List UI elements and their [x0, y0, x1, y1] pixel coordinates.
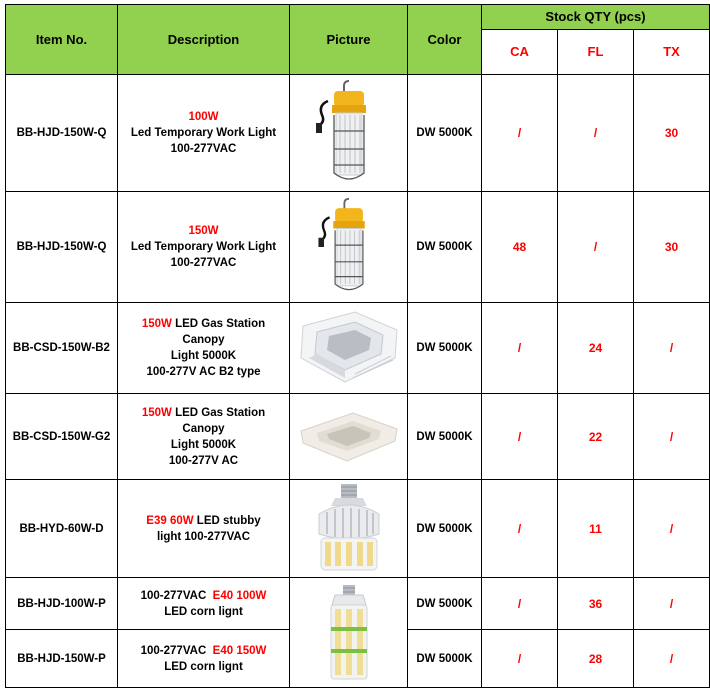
stubby-light-icon [309, 482, 389, 576]
picture-cell [290, 75, 408, 192]
qty-ca-cell: / [482, 578, 558, 630]
table-row [6, 394, 710, 480]
desc-line: 100-277V AC [168, 454, 239, 467]
stock-table [5, 4, 710, 688]
table-row [6, 480, 710, 578]
desc-line: Led Temporary Work Light [130, 127, 277, 139]
desc-line: 100-277VAC [140, 589, 213, 602]
header-color: Color [408, 5, 482, 75]
item-no-cell: BB-CSD-150W-B2 [6, 303, 118, 394]
qty-tx-cell: 30 [634, 192, 710, 303]
desc-wattage: 150W [141, 406, 172, 419]
qty-tx-cell: / [634, 303, 710, 394]
qty-ca-cell: / [482, 303, 558, 394]
temporary-work-light-icon [314, 197, 384, 297]
desc-line: Light 5000K [170, 350, 237, 362]
desc-line: 100-277VAC [170, 143, 237, 155]
color-cell: DW 5000K [408, 192, 482, 303]
picture-cell [290, 480, 408, 578]
description-cell [118, 303, 290, 394]
description-cell [118, 75, 290, 192]
header-item-no: Item No. [6, 5, 118, 75]
color-cell: DW 5000K [408, 630, 482, 688]
picture-cell [290, 578, 408, 688]
desc-wattage: E40 100W [212, 589, 267, 602]
qty-tx-cell: / [634, 394, 710, 480]
description-cell [118, 630, 290, 688]
description-cell [118, 578, 290, 630]
qty-fl-cell: 24 [558, 303, 634, 394]
qty-fl-cell: / [558, 75, 634, 192]
header-picture: Picture [290, 5, 408, 75]
color-cell: DW 5000K [408, 394, 482, 480]
qty-ca-cell: / [482, 630, 558, 688]
table-row [6, 578, 710, 630]
header-stock-qty: Stock QTY (pcs) [482, 5, 710, 30]
canopy-light-g2-icon [297, 409, 401, 465]
desc-wattage: 100W [188, 111, 219, 123]
picture-cell [290, 192, 408, 303]
qty-ca-cell: 48 [482, 192, 558, 303]
table-row [6, 75, 710, 192]
desc-line: 100-277V AC B2 type [146, 366, 261, 378]
picture-cell [290, 303, 408, 394]
description-cell [118, 394, 290, 480]
item-no-cell: BB-HJD-100W-P [6, 578, 118, 630]
item-no-cell: BB-HJD-150W-Q [6, 192, 118, 303]
color-cell: DW 5000K [408, 75, 482, 192]
desc-wattage: 150W [188, 225, 219, 237]
desc-wattage: E40 150W [212, 644, 267, 657]
qty-fl-cell: 36 [558, 578, 634, 630]
qty-fl-cell: 22 [558, 394, 634, 480]
picture-cell [290, 394, 408, 480]
item-no-cell: BB-HYD-60W-D [6, 480, 118, 578]
item-no-cell: BB-CSD-150W-G2 [6, 394, 118, 480]
color-cell: DW 5000K [408, 480, 482, 578]
qty-ca-cell: / [482, 480, 558, 578]
qty-fl-cell: 11 [558, 480, 634, 578]
header-tx: TX [634, 30, 710, 75]
desc-line: Light 5000K [170, 438, 237, 451]
desc-wattage: E39 60W [146, 514, 194, 527]
qty-tx-cell: / [634, 480, 710, 578]
header-fl: FL [558, 30, 634, 75]
desc-line: light 100-277VAC [156, 530, 251, 543]
color-cell: DW 5000K [408, 303, 482, 394]
qty-tx-cell: / [634, 630, 710, 688]
qty-fl-cell: 28 [558, 630, 634, 688]
description-cell [118, 480, 290, 578]
qty-tx-cell: / [634, 578, 710, 630]
table-row [6, 303, 710, 394]
desc-line: 100-277VAC [140, 644, 213, 657]
qty-tx-cell: 30 [634, 75, 710, 192]
header-ca: CA [482, 30, 558, 75]
desc-line: LED corn lignt [164, 660, 243, 673]
temporary-work-light-icon [314, 79, 384, 187]
desc-line: Led Temporary Work Light [130, 241, 277, 253]
color-cell: DW 5000K [408, 578, 482, 630]
desc-wattage: 150W [141, 318, 172, 330]
header-description: Description [118, 5, 290, 75]
desc-line: 100-277VAC [170, 257, 237, 269]
desc-line: LED Gas Station Canopy [171, 318, 266, 346]
desc-line: LED stubby [193, 514, 261, 527]
item-no-cell: BB-HJD-150W-Q [6, 75, 118, 192]
description-cell [118, 192, 290, 303]
qty-fl-cell: / [558, 192, 634, 303]
canopy-light-b2-icon [295, 308, 403, 388]
item-no-cell: BB-HJD-150W-P [6, 630, 118, 688]
table-row [6, 192, 710, 303]
corn-light-icon [321, 583, 377, 683]
qty-ca-cell: / [482, 394, 558, 480]
desc-line: LED corn lignt [164, 605, 243, 618]
desc-line: LED Gas Station Canopy [171, 406, 266, 435]
qty-ca-cell: / [482, 75, 558, 192]
